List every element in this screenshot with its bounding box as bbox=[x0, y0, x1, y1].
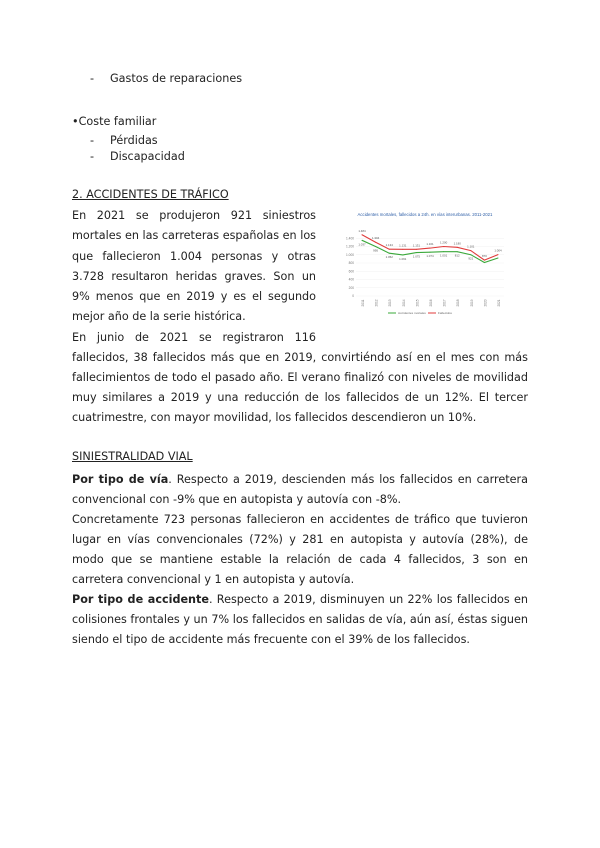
x-tick-label: 2014 bbox=[401, 299, 406, 307]
data-label: 1.134 bbox=[385, 243, 393, 248]
dash-marker: - bbox=[90, 134, 95, 147]
coste-familiar-heading bbox=[72, 115, 156, 128]
x-tick-label: 2021 bbox=[497, 299, 501, 307]
y-tick-label: 800 bbox=[348, 261, 354, 266]
data-point bbox=[498, 258, 499, 259]
data-point bbox=[362, 234, 363, 235]
y-tick-label: 1.000 bbox=[346, 252, 354, 257]
data-point bbox=[457, 247, 458, 248]
data-label: 1.061 bbox=[399, 256, 407, 261]
data-point bbox=[375, 246, 376, 247]
y-tick-label: 600 bbox=[348, 269, 354, 274]
paragraph-text: fallecidos, 38 fallecidos más que en 2019, convirtiéndo así en el mes con más fallecimientos de todo el pasado año. El verano finalizó con niveles de movilidad muy similares a 2019 y una reducción de los fallecidos de un 12%. El tercer cuatrimestre, con mayor movilidad, los fallecidos descendieron un 10%. bbox=[72, 351, 528, 424]
data-point bbox=[470, 254, 471, 255]
data-label: 1.101 bbox=[467, 244, 475, 249]
data-point bbox=[362, 240, 363, 241]
data-label: 995 bbox=[373, 248, 379, 253]
list-item-text: Gastos de reparaciones bbox=[110, 72, 243, 85]
dash-marker: - bbox=[90, 150, 95, 163]
data-label: 1.161 bbox=[426, 242, 434, 247]
data-label: 1.004 bbox=[494, 248, 502, 253]
data-point bbox=[389, 249, 390, 250]
data-point bbox=[484, 262, 485, 263]
data-point bbox=[443, 251, 444, 252]
data-point bbox=[389, 253, 390, 254]
data-label: 1.200 bbox=[439, 240, 448, 245]
x-tick-label: 2018 bbox=[456, 299, 461, 307]
fatalities-chart bbox=[338, 206, 512, 318]
x-tick-label: 2020 bbox=[483, 299, 488, 307]
x-tick-label: 2011 bbox=[361, 299, 365, 307]
data-point bbox=[470, 250, 471, 251]
data-point bbox=[430, 248, 431, 249]
data-point bbox=[402, 254, 403, 255]
data-label: 1.074 bbox=[426, 254, 434, 259]
paragraph-text: . Respecto a 2019, disminuyen un 22% los fallecidos en colisiones frontales y un 7% los fallecidos en salidas de vía, aún así, éstas siguen siendo el tipo de accidente más frecuente con el 39% de los fallecidos. bbox=[72, 593, 528, 646]
siniestralidad-body bbox=[72, 470, 528, 650]
data-point bbox=[416, 252, 417, 253]
data-label: 1.075 bbox=[412, 254, 421, 259]
section-title: SINIESTRALIDAD VIAL bbox=[72, 450, 193, 463]
dash-marker: - bbox=[90, 72, 95, 85]
text-line: 3.728 resultaron heridas graves. Son un bbox=[72, 269, 316, 283]
paragraph-por-tipo-accidente bbox=[72, 590, 528, 650]
x-tick-label: 2013 bbox=[388, 299, 393, 307]
chart-svg bbox=[338, 206, 512, 318]
wrap-paragraph bbox=[72, 206, 316, 348]
x-tick-label: 2016 bbox=[429, 299, 433, 307]
x-tick-label: 2015 bbox=[415, 299, 420, 307]
data-point bbox=[375, 242, 376, 243]
data-label: 1.484 bbox=[358, 228, 366, 233]
data-label: 870 bbox=[481, 254, 487, 259]
text-line: mejor año de la serie histórica. bbox=[72, 310, 246, 324]
list-a-item bbox=[90, 72, 242, 85]
y-tick-label: 1.400 bbox=[346, 236, 354, 241]
x-tick-label: 2012 bbox=[374, 299, 379, 307]
data-label: 1.131 bbox=[412, 243, 421, 248]
list-b-item bbox=[90, 134, 158, 147]
y-tick-label: 200 bbox=[348, 285, 354, 290]
list-item-text: Discapacidad bbox=[110, 150, 185, 163]
data-point bbox=[402, 249, 403, 250]
data-label: 1.180 bbox=[453, 241, 461, 246]
text-line: En 2021 se produjeron 921 siniestros bbox=[72, 209, 316, 222]
text-line: que fallecieron 1.004 personas y otras bbox=[72, 249, 316, 263]
legend-label: Fallecidos bbox=[438, 311, 452, 315]
x-tick-label: 2017 bbox=[442, 299, 447, 307]
paragraph-text: . Respecto a 2019, descienden más los fallecidos en carretera convencional con -9% que en autopista y autovía con -8%. bbox=[72, 473, 528, 506]
data-point bbox=[498, 254, 499, 255]
data-label: 1.131 bbox=[399, 243, 407, 248]
list-item-text: Pérdidas bbox=[110, 134, 158, 147]
data-point bbox=[416, 249, 417, 250]
chart-title: Accidentes mortales, fallecidos a 24h. en vías interurbanas. 2011-2021 bbox=[357, 212, 493, 217]
data-label: 1.001 bbox=[439, 253, 448, 258]
text-line: En junio de 2021 se registraron 116 bbox=[72, 330, 316, 344]
data-point bbox=[457, 251, 458, 252]
data-point bbox=[484, 260, 485, 261]
data-label: 1.052 bbox=[385, 255, 393, 260]
paragraph-continuation bbox=[72, 348, 528, 428]
text-line: mortales en las carreteras españolas en los bbox=[72, 229, 316, 243]
y-tick-label: 0 bbox=[352, 294, 354, 299]
data-point bbox=[443, 246, 444, 247]
bold-lead: Por tipo de accidente bbox=[72, 593, 209, 606]
bullet-marker: • bbox=[72, 115, 79, 128]
data-label: 921 bbox=[468, 256, 474, 261]
paragraph-text: Concretamente 723 personas fallecieron en accidentes de tráfico que tuvieron lugar en vías convencionales (72%) y 281 en autopista y autovía (28%), de modo que se mantiene estable la relación de cada 4 fallecidos, 3 son en carretera convencional y 1 en autopista y autovía. bbox=[72, 513, 528, 586]
data-label: 1.304 bbox=[371, 236, 380, 241]
legend-label: Accidentes mortales bbox=[398, 311, 426, 315]
y-tick-label: 1.200 bbox=[346, 244, 354, 249]
section-title: 2. ACCIDENTES DE TRÁFICO bbox=[72, 188, 229, 201]
bold-lead: Por tipo de vía bbox=[72, 473, 169, 486]
x-tick-label: 2019 bbox=[469, 299, 474, 307]
data-label: 812 bbox=[454, 253, 460, 258]
y-tick-label: 400 bbox=[348, 277, 354, 282]
data-point bbox=[430, 252, 431, 253]
list-b-item bbox=[90, 150, 185, 163]
text-line: 9% menos que en 2019 y es el segundo bbox=[72, 290, 316, 304]
heading-text: Coste familiar bbox=[78, 115, 157, 128]
paragraph-por-tipo-via bbox=[72, 470, 528, 510]
data-label: 1.037 bbox=[358, 242, 366, 247]
